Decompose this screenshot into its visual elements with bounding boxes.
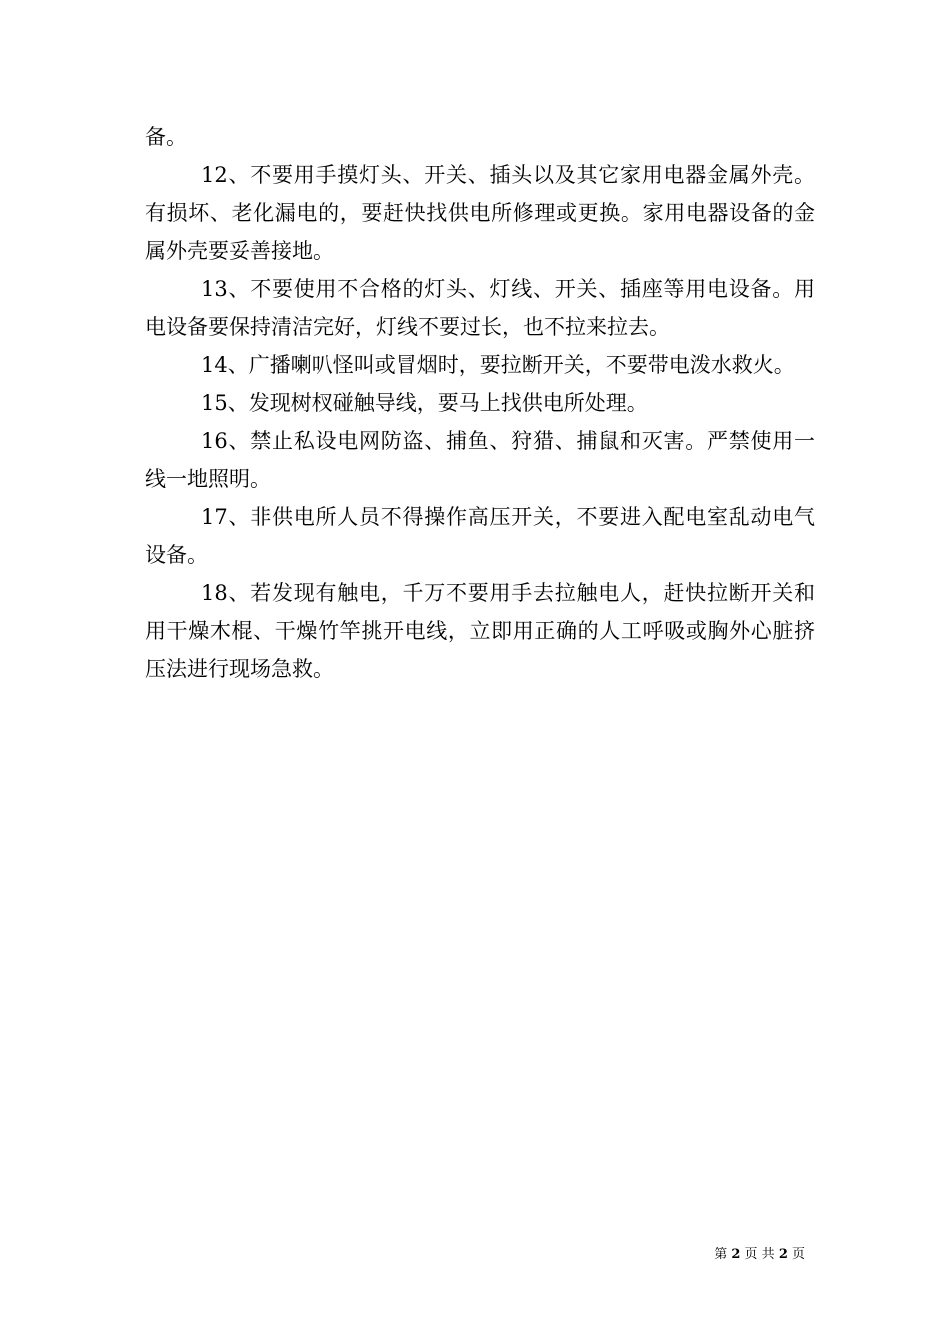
paragraph-item-15: 15、发现树杈碰触导线，要马上找供电所处理。	[201, 391, 648, 415]
paragraph-item-14: 14、广播喇叭怪叫或冒烟时，要拉断开关，不要带电泼水救火。	[201, 353, 795, 377]
body-text	[145, 118, 815, 688]
footer-current-page: 2	[731, 1247, 741, 1262]
footer-suffix: 页	[787, 1247, 805, 1262]
paragraph-continuation: 备。	[145, 125, 187, 149]
paragraph-item-12: 12、不要用手摸灯头、开关、插头以及其它家用电器金属外壳。有损坏、老化漏电的，要赶快找供电所修理或更换。家用电器设备的金属外壳要妥善接地。	[145, 163, 815, 263]
paragraph-item-13: 13、不要使用不合格的灯头、灯线、开关、插座等用电设备。用电设备要保持清洁完好，灯线不要过长，也不拉来拉去。	[145, 277, 815, 339]
footer-middle: 页 共	[740, 1247, 779, 1262]
paragraph-item-16: 16、禁止私设电网防盗、捕鱼、狩猎、捕鼠和灭害。严禁使用一线一地照明。	[145, 429, 815, 491]
paragraph-item-18: 18、若发现有触电，千万不要用手去拉触电人，赶快拉断开关和用干燥木棍、干燥竹竿挑开电线，立即用正确的人工呼吸或胸外心脏挤压法进行现场急救。	[145, 581, 815, 681]
footer-total-pages: 2	[778, 1247, 788, 1262]
paragraph-item-17: 17、非供电所人员不得操作高压开关，不要进入配电室乱动电气设备。	[145, 505, 815, 567]
footer-prefix: 第	[714, 1247, 732, 1262]
page-footer	[714, 1246, 805, 1264]
